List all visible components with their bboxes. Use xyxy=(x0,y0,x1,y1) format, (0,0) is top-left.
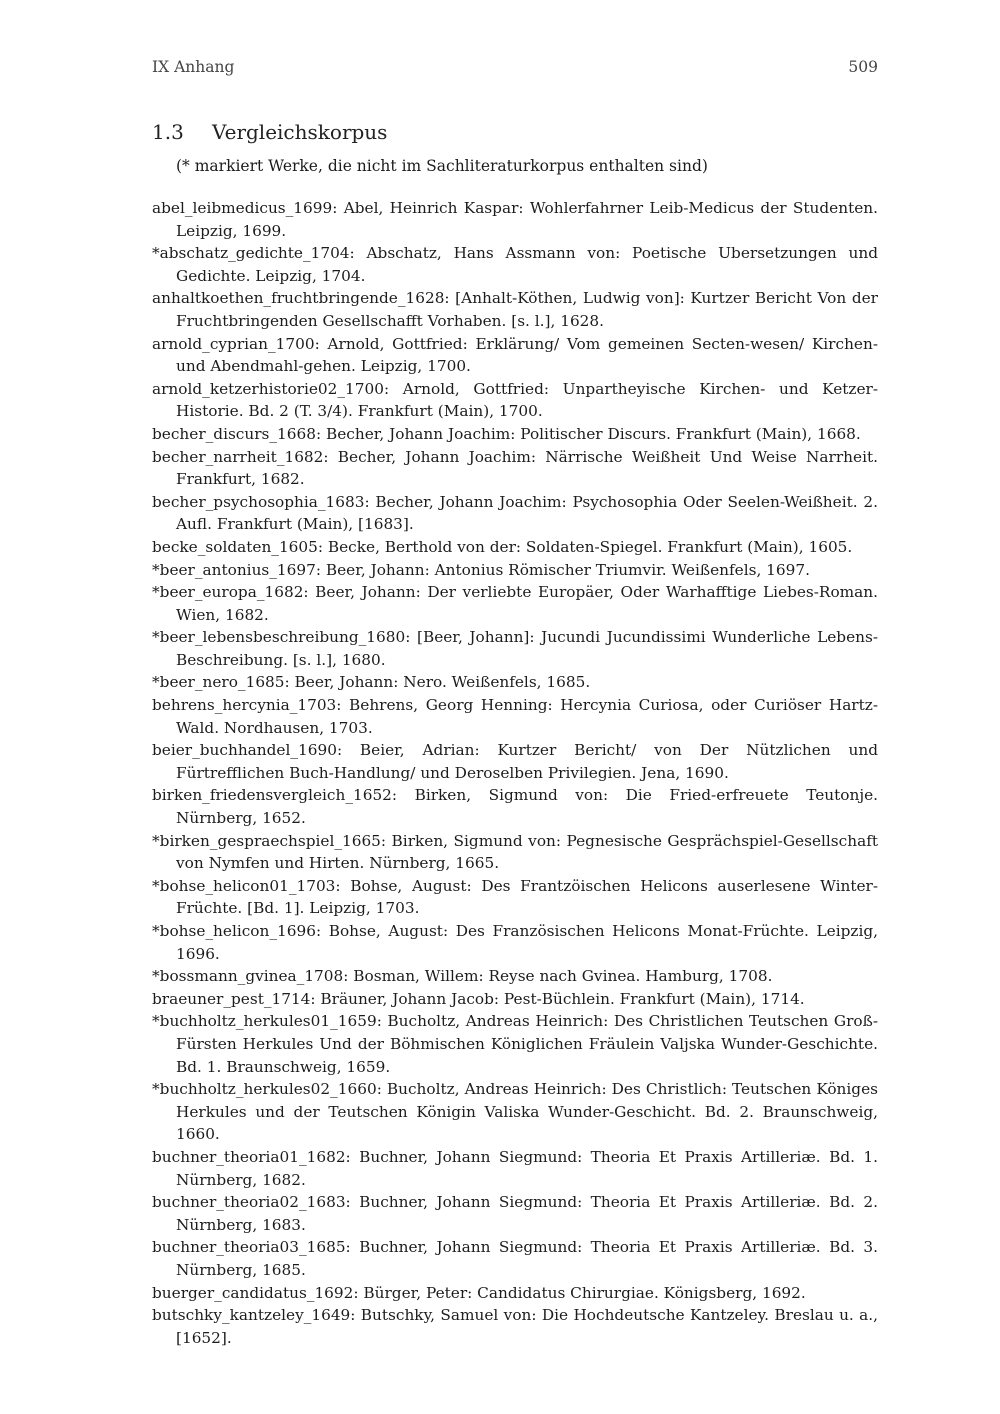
bibliography-entry: *birken_gespraechspiel_1665: Birken, Sigmund von: Pegnesische Gesprächspiel-Gesellschaft von Nymfen und Hirten. Nürnberg, 1665. xyxy=(152,831,878,873)
bibliography-entry: *abschatz_gedichte_1704: Abschatz, Hans Assmann von: Poetische Ubersetzungen und Gedichte. Leipzig, 1704. xyxy=(152,244,878,285)
bibliography-entry: becke_soldaten_1605: Becke, Berthold von der: Soldaten-Spiegel. Frankfurt (Main), 1605. xyxy=(152,537,853,556)
bibliography-entry: buchner_theoria01_1682: Buchner, Johann Siegmund: Theoria Et Praxis Artilleriæ. Bd. 1. Nürnberg, 1682. xyxy=(152,1147,878,1189)
bibliography-entry: *beer_europa_1682: Beer, Johann: Der verliebte Europäer, Oder Warhafftige Liebes-Roman. Wien, 1682. xyxy=(152,583,878,624)
bibliography-entry: buerger_candidatus_1692: Bürger, Peter: Candidatus Chirurgiae. Königsberg, 1692. xyxy=(152,1283,806,1302)
bibliography-entry: anhaltkoethen_fruchtbringende_1628: [Anhalt-Köthen, Ludwig von]: Kurtzer Bericht Von der Fruchtbringenden Gesellschafft Vorhaben. [s. l.], 1628. xyxy=(152,289,878,330)
bibliography-entry: butschky_kantzeley_1649: Butschky, Samuel von: Die Hochdeutsche Kantzeley. Breslau u. a., [1652]. xyxy=(152,1306,878,1347)
section-number: 1.3 xyxy=(152,120,184,144)
bibliography-entry: *beer_antonius_1697: Beer, Johann: Antonius Römischer Triumvir. Weißenfels, 1697. xyxy=(152,560,810,579)
bibliography-entry: birken_friedensvergleich_1652: Birken, Sigmund von: Die Fried-erfreuete Teutonje. Nürnberg, 1652. xyxy=(152,786,878,828)
bibliography-entry: *buchholtz_herkules02_1660: Bucholtz, Andreas Heinrich: Des Christlich: Teutschen Königes Herkules und der Teutschen Königin Valiska Wunder-Geschicht. Bd. 2. Braunschweig, 1660. xyxy=(152,1080,878,1144)
bibliography-entry: buchner_theoria02_1683: Buchner, Johann Siegmund: Theoria Et Praxis Artilleriæ. Bd. 2. Nürnberg, 1683. xyxy=(152,1193,878,1234)
bibliography-entry: becher_psychosophia_1683: Becher, Johann Joachim: Psychosophia Oder Seelen-Weißheit. 2. Aufl. Frankfurt (Main), [1683]. xyxy=(152,492,878,534)
section-note: (* markiert Werke, die nicht im Sachliteraturkorpus enthalten sind) xyxy=(176,157,708,175)
bibliography-entry: buchner_theoria03_1685: Buchner, Johann Siegmund: Theoria Et Praxis Artilleriæ. Bd. 3. Nürnberg, 1685. xyxy=(152,1238,878,1279)
bibliography-entry: arnold_cyprian_1700: Arnold, Gottfried: Erklärung/ Vom gemeinen Secten-wesen/ Kirchen- und Abendmahl-gehen. Leipzig, 1700. xyxy=(152,334,878,376)
bibliography-entry: *bohse_helicon_1696: Bohse, August: Des Französischen Helicons Monat-Früchte. Leipzig, 1696. xyxy=(152,922,878,963)
bibliography-entry: *beer_lebensbeschreibung_1680: [Beer, Johann]: Jucundi Jucundissimi Wunderliche Lebens-Beschreibung. [s. l.], 1680. xyxy=(152,628,878,669)
section-heading xyxy=(152,120,387,144)
bibliography-entry: *bohse_helicon01_1703: Bohse, August: Des Frantzöischen Helicons auserlesene Winter-Früchte. [Bd. 1]. Leipzig, 1703. xyxy=(152,876,878,918)
bibliography-entry: beier_buchhandel_1690: Beier, Adrian: Kurtzer Bericht/ von Der Nützlichen und Fürtrefflichen Buch-Handlung/ und Deroselben Privilegien. Jena, 1690. xyxy=(152,741,878,782)
bibliography-entry: becher_narrheit_1682: Becher, Johann Joachim: Närrische Weißheit Und Weise Narrheit. Frankfurt, 1682. xyxy=(152,447,878,489)
bibliography-entry: braeuner_pest_1714: Bräuner, Johann Jacob: Pest-Büchlein. Frankfurt (Main), 1714. xyxy=(152,989,805,1008)
bibliography-entry: *buchholtz_herkules01_1659: Bucholtz, Andreas Heinrich: Des Christlichen Teutschen Groß-Fürsten Herkules Und der Böhmischen Königlichen Fräulein Valjska Wunder-Geschichte. Bd. 1. Braunschweig, 1659. xyxy=(152,1012,878,1076)
bibliography-entry: arnold_ketzerhistorie02_1700: Arnold, Gottfried: Unpartheyische Kirchen- und Ketzer-Historie. Bd. 2 (T. 3/4). Frankfurt (Main), 1700. xyxy=(152,379,878,421)
bibliography-list xyxy=(152,197,878,1349)
bibliography-entry: abel_leibmedicus_1699: Abel, Heinrich Kaspar: Wohlerfahrner Leib-Medicus der Studenten. Leipzig, 1699. xyxy=(152,199,878,240)
chapter-title: IX Anhang xyxy=(152,58,235,76)
bibliography-entry: *bossmann_gvinea_1708: Bosman, Willem: Reyse nach Gvinea. Hamburg, 1708. xyxy=(152,967,773,986)
bibliography-entry: becher_discurs_1668: Becher, Johann Joachim: Politischer Discurs. Frankfurt (Main), 1668. xyxy=(152,424,861,443)
page-number: 509 xyxy=(848,58,878,76)
section-title: Vergleichskorpus xyxy=(212,120,388,144)
bibliography-entry: *beer_nero_1685: Beer, Johann: Nero. Weißenfels, 1685. xyxy=(152,673,591,692)
bibliography-entry: behrens_hercynia_1703: Behrens, Georg Henning: Hercynia Curiosa, oder Curiöser Hartz-Wald. Nordhausen, 1703. xyxy=(152,696,878,737)
